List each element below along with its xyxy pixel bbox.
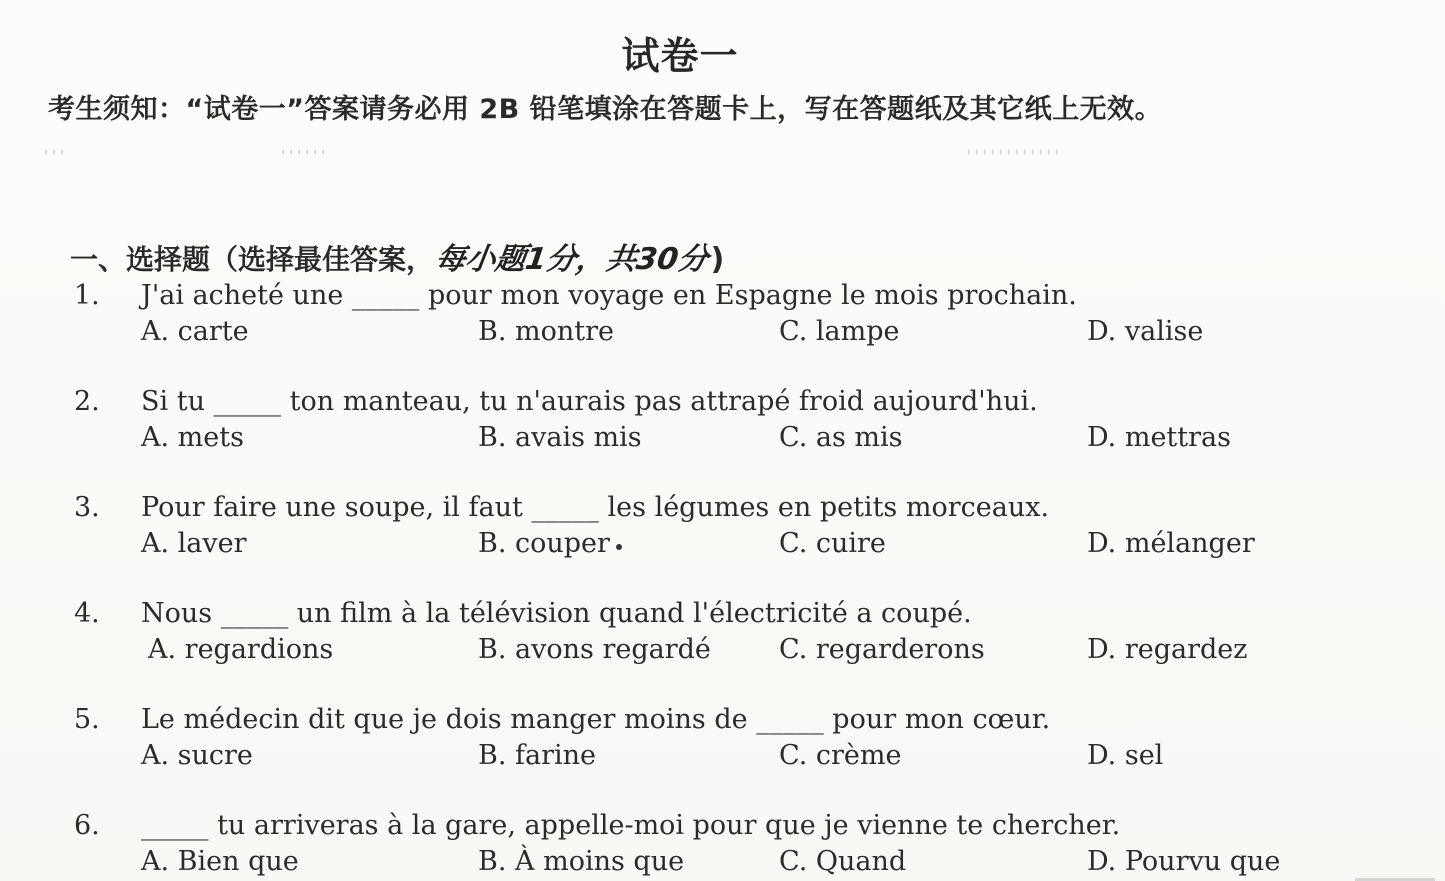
question-stem: Nous _____ un film à la télévision quand l'électricité a coupé. xyxy=(141,598,972,629)
question-number: 3. xyxy=(74,492,100,523)
option-a: A. mets xyxy=(141,422,244,453)
question-stem: J'ai acheté une _____ pour mon voyage en Espagne le mois prochain. xyxy=(141,280,1077,311)
question-5 xyxy=(0,704,1445,804)
option-d: D. mettras xyxy=(1087,422,1231,453)
question-2 xyxy=(0,386,1445,486)
option-c: C. as mis xyxy=(779,422,903,453)
question-6 xyxy=(0,810,1445,881)
question-number: 2. xyxy=(74,386,100,417)
scan-specks-middle xyxy=(282,150,328,154)
section-close-paren: ) xyxy=(710,242,725,277)
question-number: 1. xyxy=(74,280,100,311)
question-stem: Pour faire une soupe, il faut _____ les légumes en petits morceaux. xyxy=(141,492,1050,523)
question-stem: _____ tu arriveras à la gare, appelle-moi pour que je vienne te chercher. xyxy=(141,810,1121,841)
option-a: A. sucre xyxy=(141,740,253,771)
question-stem: Si tu _____ ton manteau, tu n'aurais pas attrapé froid aujourd'hui. xyxy=(141,386,1038,417)
option-c: C. lampe xyxy=(779,316,900,347)
option-b: B. À moins que xyxy=(478,846,685,877)
option-a: A. regardions xyxy=(148,634,334,665)
option-a: A. laver xyxy=(141,528,247,559)
exam-notice: 考生须知：“试卷一”答案请务必用 2B 铅笔填涂在答题卡上，写在答题纸及其它纸上无效。 xyxy=(48,94,1163,125)
question-1 xyxy=(0,280,1445,380)
option-a: A. carte xyxy=(141,316,249,347)
option-d: D. regardez xyxy=(1087,634,1248,665)
option-c: C. crème xyxy=(779,740,902,771)
question-number: 6. xyxy=(74,810,100,841)
scan-specks-left xyxy=(45,150,65,154)
option-d: D. valise xyxy=(1087,316,1204,347)
option-b: B. montre xyxy=(478,316,614,347)
question-4 xyxy=(0,598,1445,698)
option-c: C. regarderons xyxy=(779,634,985,665)
option-d: D. sel xyxy=(1087,740,1164,771)
option-b: B. couper xyxy=(478,528,610,559)
pencil-dot-mark xyxy=(616,544,622,550)
option-b: B. avais mis xyxy=(478,422,642,453)
handwritten-score-note: 每小题1分，共30分 xyxy=(433,242,711,277)
question-number: 5. xyxy=(74,704,100,735)
option-b: B. farine xyxy=(478,740,597,771)
page-title: 试卷一 xyxy=(621,34,739,78)
option-c: C. cuire xyxy=(779,528,886,559)
scan-specks-right xyxy=(968,150,1058,154)
option-c: C. Quand xyxy=(779,846,907,877)
option-d: D. mélanger xyxy=(1087,528,1255,559)
section-heading xyxy=(70,234,724,278)
option-b: B. avons regardé xyxy=(478,634,711,665)
option-a: A. Bien que xyxy=(141,846,299,877)
question-3 xyxy=(0,492,1445,592)
option-d: D. Pourvu que xyxy=(1087,846,1281,877)
section-label: 一、选择题（选择最佳答案， xyxy=(70,243,435,276)
question-number: 4. xyxy=(74,598,100,629)
question-stem: Le médecin dit que je dois manger moins de _____ pour mon cœur. xyxy=(141,704,1051,735)
